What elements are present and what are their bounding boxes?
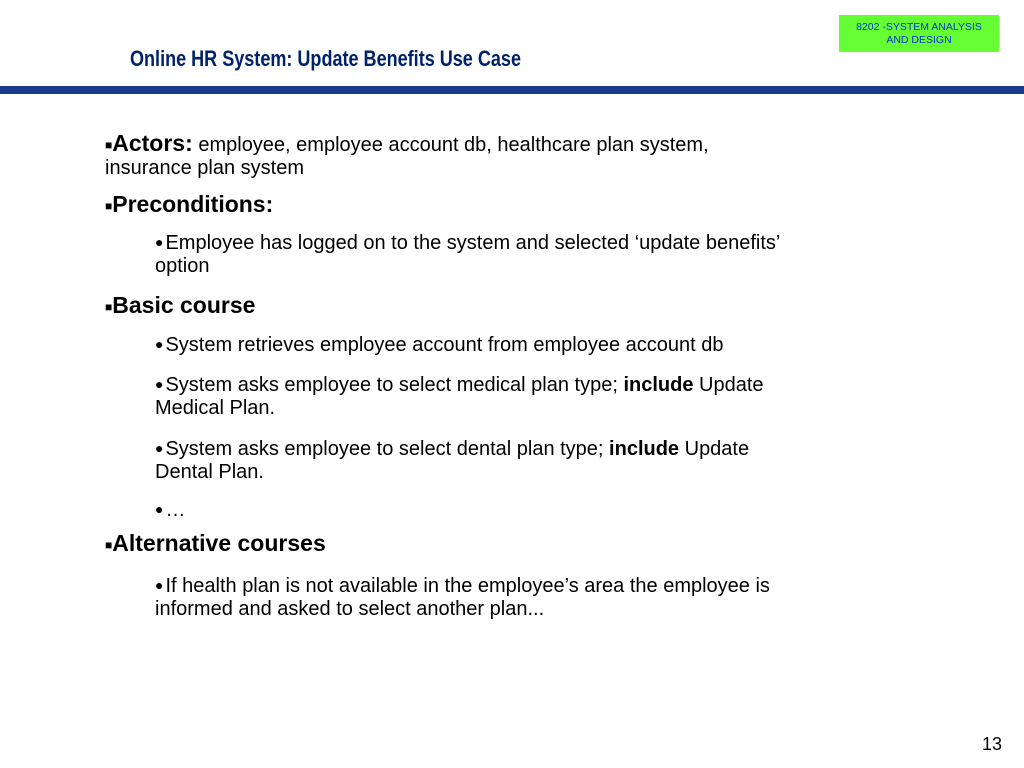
preconditions-bullet — [105, 193, 965, 218]
basic-course-heading: Basic course — [112, 292, 256, 318]
dot-bullet-icon: ● — [155, 577, 164, 593]
preconditions-heading: Preconditions: — [112, 191, 274, 217]
basic-course-item-2-post: Update — [693, 374, 764, 396]
dot-bullet-icon: ● — [155, 440, 164, 456]
square-bullet-icon: ■ — [105, 538, 113, 552]
actors-text-line1: employee, employee account db, healthcare plan system, — [192, 134, 709, 156]
square-bullet-icon: ■ — [105, 138, 113, 152]
course-badge-line1: 8202 -SYSTEM ANALYSIS — [856, 20, 982, 33]
basic-course-item-3-line2: Dental Plan. — [155, 461, 264, 483]
basic-course-bullet — [105, 294, 965, 319]
actors-text-line2: insurance plan system — [105, 157, 304, 179]
actors-bullet — [105, 132, 965, 180]
alternative-courses-heading: Alternative courses — [112, 530, 326, 556]
alternative-course-item-1-line2: informed and asked to select another plan... — [155, 598, 545, 620]
basic-course-item-3 — [155, 437, 965, 484]
alternative-course-item-1 — [155, 574, 965, 621]
course-badge-line2: AND DESIGN — [886, 33, 952, 46]
basic-course-item-3-pre: System asks employee to select dental plan type; — [165, 438, 610, 460]
basic-course-item-2-pre: System asks employee to select medical plan type; — [165, 374, 624, 396]
course-badge — [839, 15, 999, 52]
actors-heading: Actors — [112, 130, 186, 156]
dot-bullet-icon: ● — [155, 376, 164, 392]
basic-course-item-1-text: System retrieves employee account from employee account db — [165, 334, 724, 356]
precondition-item — [155, 231, 965, 278]
dot-bullet-icon: ● — [155, 336, 164, 352]
title-divider — [0, 86, 1024, 94]
basic-course-item-3-post: Update — [679, 438, 750, 460]
page-number: 13 — [981, 734, 1002, 754]
slide-title: Online HR System: Update Benefits Use Case — [130, 46, 521, 71]
square-bullet-icon: ■ — [105, 300, 113, 314]
basic-course-item-2-line2: Medical Plan. — [155, 397, 276, 419]
basic-course-item-3-bold: include — [609, 438, 680, 460]
actors-colon: : — [185, 130, 193, 156]
basic-course-item-1 — [155, 333, 965, 357]
basic-course-item-4-text: … — [165, 499, 186, 521]
precondition-line2: option — [155, 255, 210, 277]
alternative-courses-bullet — [105, 532, 965, 557]
dot-bullet-icon: ● — [155, 234, 164, 250]
basic-course-item-2 — [155, 373, 965, 420]
basic-course-item-4 — [155, 498, 965, 522]
alternative-course-item-1-line1: If health plan is not available in the employee’s area the employee is — [165, 575, 770, 597]
square-bullet-icon: ■ — [105, 199, 113, 213]
precondition-line1: Employee has logged on to the system and selected ‘update benefits’ — [165, 232, 781, 254]
basic-course-item-2-bold: include — [623, 374, 694, 396]
dot-bullet-icon: ● — [155, 501, 164, 517]
